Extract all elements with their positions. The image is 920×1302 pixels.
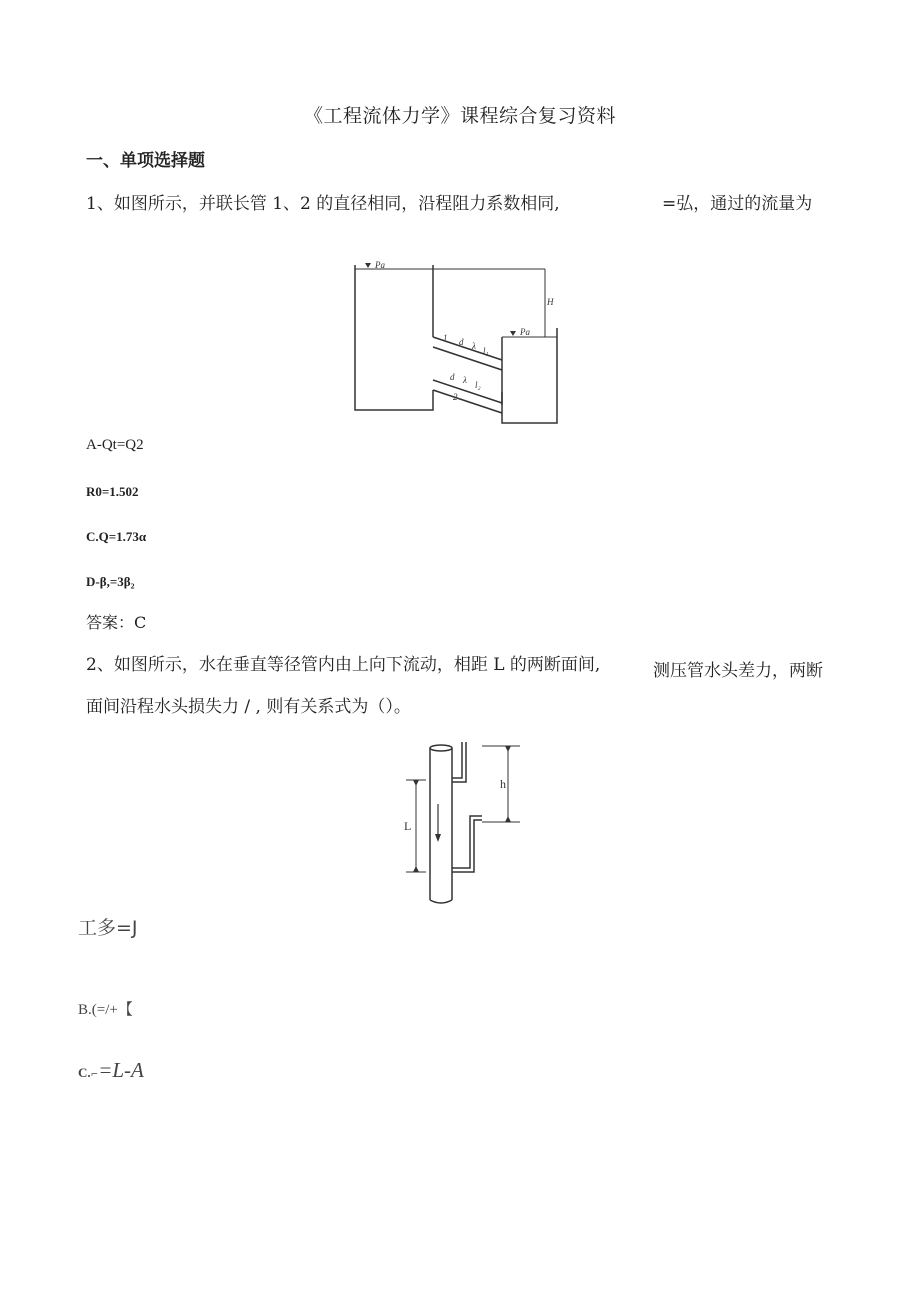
q1-option-b: R0=1.502 [86,484,139,499]
label-pa-right: Pa [520,327,530,337]
question-2-text-line2: 面间沿程水头损失力 / , 则有关系式为（）。 [86,697,411,717]
q1-option-a: A-Qt=Q2 [86,437,144,453]
question-2-text-line1b: 测压管水头差力，两断 [653,661,823,681]
q2-option-b: B.(=/+【 [78,1002,133,1018]
question-2-text-line1: 2、如图所示，水在垂直等径管内由上向下流动，相距 L 的两断面间, [86,655,601,675]
label-pipe-2: 2 [453,392,458,402]
q2-option-c [78,1058,144,1083]
q2-option-c-prefix: C. [78,1065,91,1080]
left-reservoir-outline [355,265,433,410]
question-1-text: 1、如图所示，并联长管 1、2 的直径相同，沿程阻力系数相同, [86,194,560,214]
q1-answer: 答案：C [86,613,147,632]
label-pipe-1-l: l₁ [483,346,489,356]
lower-tap-inner [452,820,482,872]
section-heading: 一、单项选择题 [86,151,205,171]
label-pipe-2-lambda: λ [463,375,467,385]
flow-arrow-head [435,834,441,842]
label-pipe-1-lambda: λ [472,341,476,351]
left-surface-marker [365,263,371,268]
q1-option-d: D-β,=3β₂ [86,574,135,589]
label-H: H [547,297,554,307]
label-pipe-2-l: l₂ [475,380,481,390]
pipe-top-end [430,745,452,751]
q2-option-a: 工多=J [78,917,138,939]
label-pa-left: Pa [375,260,385,270]
vertical-pipe-figure [400,738,530,910]
pipe-2-bottom [433,390,502,413]
pipe-1-bottom [433,347,502,370]
parallel-pipes-figure [345,255,575,435]
label-h: h [500,777,506,791]
q2-option-c-formula: =L-A [98,1058,144,1082]
right-surface-marker [510,331,516,336]
upper-tap-outer [452,742,462,778]
q2-option-c-small: ⌐ [90,1070,99,1080]
label-pipe-1-d: d [459,337,464,347]
lower-tap-outer [452,816,482,868]
document-title: 《工程流体力学》课程综合复习资料 [303,105,616,127]
right-reservoir-outline [502,328,557,423]
pipe-bottom-end [430,900,452,903]
label-pipe-1: 1 [443,333,448,343]
pipe-2-top [433,380,502,403]
label-pipe-2-d: d [450,372,455,382]
label-L: L [404,819,412,833]
q1-option-c: C.Q=1.73α [86,529,147,544]
upper-tap-inner [452,742,466,782]
question-1-text-tail: =弘，通过的流量为 [662,194,813,214]
